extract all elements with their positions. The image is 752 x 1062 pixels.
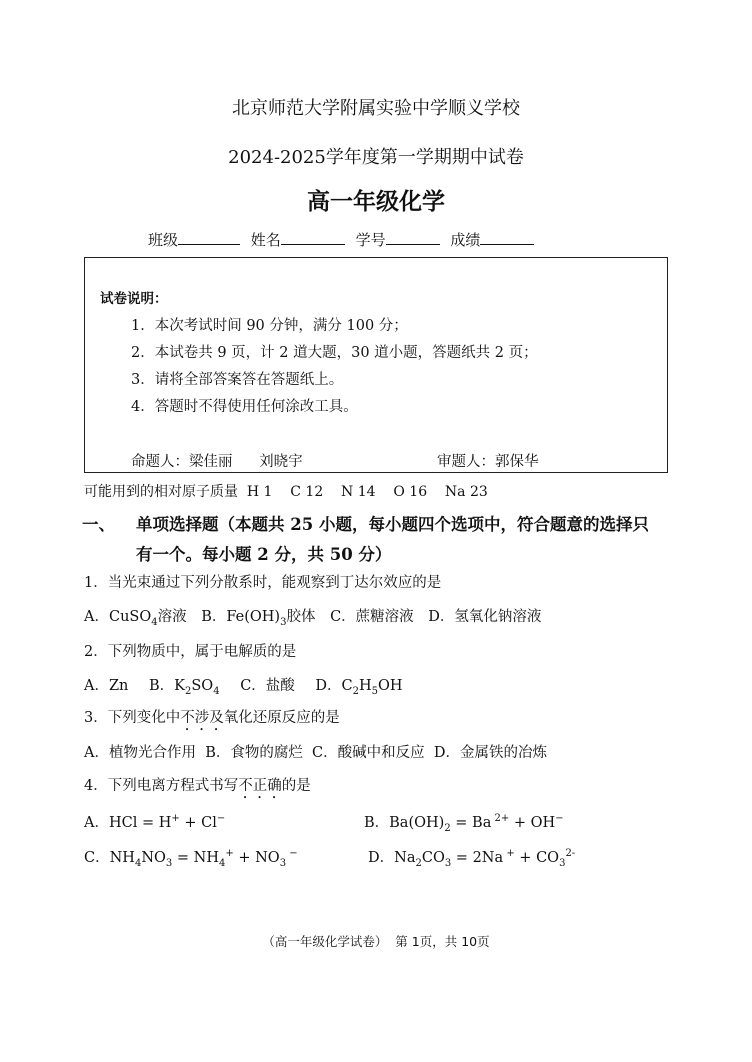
emphasis-text: 不涉及 [180, 710, 224, 726]
option-d: D．氢氧化钠溶液 [428, 609, 542, 625]
score-label: 成绩 [450, 231, 481, 249]
exam-authors [131, 450, 303, 471]
option-c: C．盐酸 [240, 678, 295, 694]
author-name: 刘晓宇 [259, 454, 303, 470]
section-number: 一、 [82, 515, 115, 534]
question-options [84, 674, 403, 697]
school-name: 北京师范大学附属实验中学顺义学校 [232, 98, 520, 119]
atomic-masses: 可能用到的相对原子质量 H 1 C 12 N 14 O 16 Na 23 [84, 484, 488, 500]
exam-reviewer [437, 450, 539, 471]
reviewer-label: 审题人： [437, 454, 495, 470]
question-options: A．植物光合作用 B．食物的腐烂 C．酸碱中和反应 D．金属铁的冶炼 [84, 745, 547, 761]
question-stem: 4．下列电离方程式书写不正确的是 [84, 778, 311, 794]
authors-label: 命题人： [131, 454, 189, 470]
author-name: 梁佳丽 [189, 454, 233, 470]
class-blank [178, 230, 240, 245]
emphasis-text: 不正确 [238, 778, 282, 794]
instructions-title: 试卷说明： [100, 291, 168, 307]
name-blank [281, 230, 345, 245]
section-title: 有一个。每小题 2 分，共 50 分） [136, 545, 392, 564]
page-footer: （高一年级化学试卷） 第 1页，共 10页 [262, 934, 490, 949]
student-id-label: 学号 [355, 231, 386, 249]
instruction-item: 3．请将全部答案答在答题纸上。 [131, 372, 344, 388]
reviewer-name: 郭保华 [495, 454, 539, 470]
option-c: C．蔗糖溶液 [330, 609, 414, 625]
question-options [84, 605, 541, 628]
question-stem: 2．下列物质中，属于电解质的是 [84, 644, 297, 660]
option-d: D．$Na_2CO_3 = 2Na$ $^+ + CO_3^{2-}$ [368, 848, 576, 869]
subject-title: 高一年级化学 [307, 189, 445, 215]
option-b: B．$Ba(OH)_2 = Ba$ $^{2+}$ + OH− [364, 813, 564, 834]
option-d: D．$C_2H_5OH$ [315, 678, 403, 697]
option-a: A．HCl = H+ + Cl− [84, 813, 226, 831]
section-title: 单项选择题（本题共 25 小题，每小题四个选项中，符合题意的选择只 [136, 515, 649, 534]
student-id-blank [386, 230, 440, 245]
student-info-row [148, 229, 534, 250]
instruction-item: 1．本次考试时间 90 分钟，满分 100 分； [131, 318, 408, 334]
question-stem: 1．当光束通过下列分散系时，能观察到丁达尔效应的是 [84, 575, 442, 591]
name-label: 姓名 [250, 231, 281, 249]
class-label: 班级 [148, 231, 179, 249]
instruction-item: 4．答题时不得使用任何涂改工具。 [131, 399, 358, 415]
option-b: B．$Fe(OH)_3$胶体 [201, 609, 316, 628]
option-b: B．$K_2SO_4$ [149, 678, 220, 697]
instructions-box [84, 257, 668, 473]
option-c: C．$NH_4NO_3 = NH_4^+ + NO_3$ − [84, 848, 298, 869]
instruction-item: 2．本试卷共 9 页，计 2 道大题，30 道小题，答题纸共 2 页； [131, 345, 538, 361]
option-a: A．Zn [84, 678, 129, 694]
question-stem: 3．下列变化中不涉及氧化还原反应的是 [84, 710, 340, 726]
option-a: A．CuSO$_4$溶液 [84, 609, 187, 628]
score-blank [480, 230, 534, 245]
exam-term: 2024-2025学年度第一学期期中试卷 [228, 147, 524, 168]
